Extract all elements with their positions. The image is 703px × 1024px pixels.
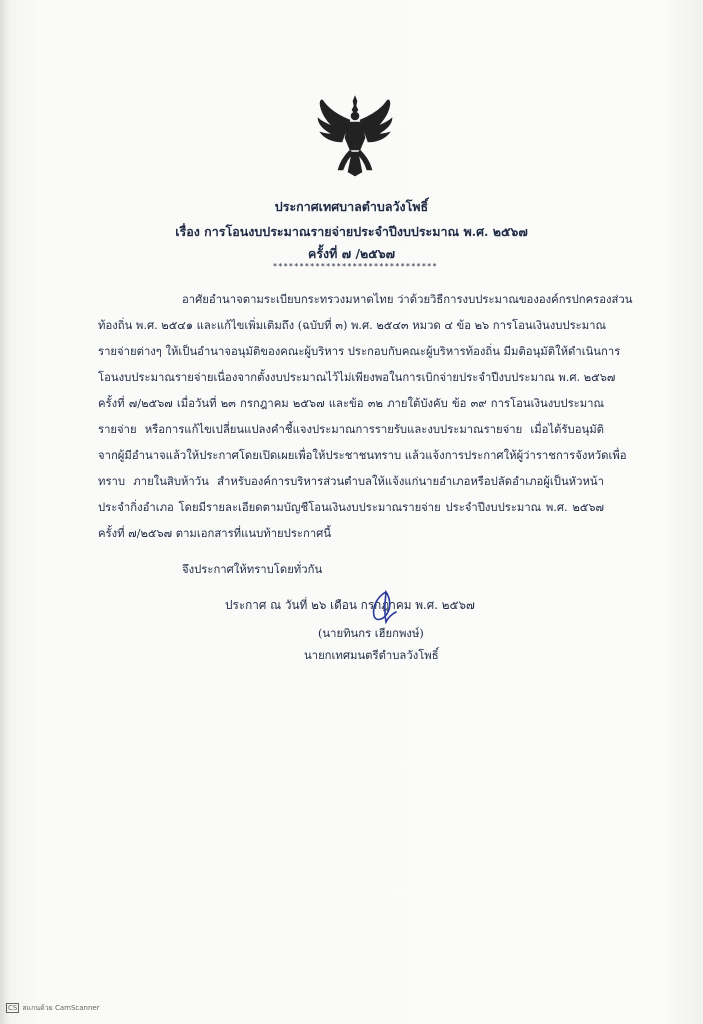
announcement-date: ประกาศ ณ วันที่ ๒๖ เดือน กรกฎาคม พ.ศ. ๒๕๖๗ <box>225 598 475 612</box>
handwritten-signature <box>364 588 404 628</box>
scanner-watermark <box>6 1003 100 1014</box>
separator-line: ******************************* <box>272 262 438 271</box>
body-line: โอนงบประมาณรายจ่ายเนื่องจากตั้งงบประมาณไว้ไม่เพียงพอในการเบิกจ่ายประจำปีงบประมาณ พ.ศ. ๒๕๖๗ <box>98 371 616 384</box>
body-line: อาศัยอำนาจตามระเบียบกระทรวงมหาดไทย ว่าด้วยวิธีการงบประมาณขององค์กรปกครองส่วน <box>182 293 633 306</box>
signatory-position: นายกเทศมนตรีตำบลวังโพธิ์ <box>304 649 439 662</box>
document-subject: เรื่อง การโอนงบประมาณรายจ่ายประจำปีงบประมาณ พ.ศ. ๒๕๖๗ <box>175 224 528 239</box>
body-line: จากผู้มีอำนาจแล้วให้ประกาศโดยเปิดเผยเพื่อให้ประชาชนทราบ แล้วแจ้งการประกาศให้ผู้ว่าราชการจังหวัดเพื่อ <box>98 449 627 462</box>
body-line: ทราบ ภายในสิบห้าวัน สำหรับองค์การบริหารส่วนตำบลให้แจ้งแก่นายอำเภอหรือปลัดอำเภอผู้เป็นหัวหน้า <box>98 475 604 488</box>
document-round: ครั้งที่ ๗ /๒๕๖๗ <box>307 246 396 261</box>
signatory-name: (นายทินกร เฮียกพงษ์) <box>318 627 424 640</box>
body-line: ประจำกิ่งอำเภอ โดยมีรายละเอียดตามบัญชีโอนเงินงบประมาณรายจ่าย ประจำปีงบประมาณ พ.ศ. ๒๕๖๗ <box>98 501 604 514</box>
body-line: ท้องถิ่น พ.ศ. ๒๕๔๑ และแก้ไขเพิ่มเติมถึง (ฉบับที่ ๓) พ.ศ. ๒๕๔๓ หมวด ๔ ข้อ ๒๖ การโอนเงินงบประมาณ <box>98 319 606 332</box>
body-line: ครั้งที่ ๗/๒๕๖๗ เมื่อวันที่ ๒๓ กรกฎาคม ๒๕๖๗ และข้อ ๓๒ ภายใต้บังคับ ข้อ ๓๙ การโอนเงินงบประมาณ <box>98 397 604 410</box>
body-line: ครั้งที่ ๗/๒๕๖๗ ตามเอกสารที่แนบท้ายประกาศนี้ <box>98 527 332 540</box>
camscanner-logo-icon: CS <box>8 1004 18 1012</box>
scanner-caption: สแกนด้วย CamScanner <box>22 1004 100 1012</box>
body-line: รายจ่าย หรือการแก้ไขเปลี่ยนแปลงคำชี้แจงประมาณการรายรับและงบประมาณรายจ่าย เมื่อได้รับอนุมัติ <box>98 423 604 436</box>
document-title: ประกาศเทศบาลตำบลวังโพธิ์ <box>274 199 429 214</box>
garuda-emblem <box>310 92 400 178</box>
closing-statement: จึงประกาศให้ทราบโดยทั่วกัน <box>182 563 323 576</box>
body-line: รายจ่ายต่างๆ ให้เป็นอำนาจอนุมัติของคณะผู้บริหาร ประกอบกับคณะผู้บริหารท้องถิ่น มีมติอนุมัติให้ดำเนินการ <box>98 345 621 358</box>
